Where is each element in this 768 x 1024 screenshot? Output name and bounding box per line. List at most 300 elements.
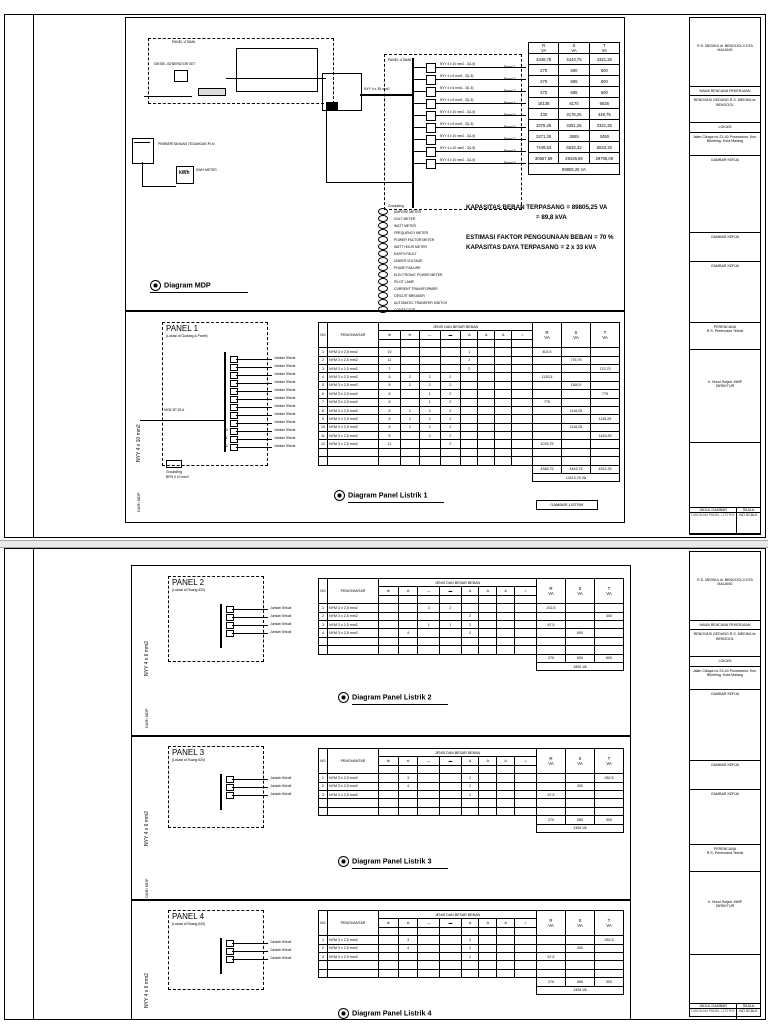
blank-cell: [595, 807, 624, 815]
row-conductor: NYM 3 x 2,5 mm2: [328, 364, 379, 372]
blank-cell: [328, 807, 379, 815]
row-empty: [512, 406, 533, 414]
panel2-load-table: [318, 578, 624, 671]
panel4-diagram-title: [338, 1008, 432, 1019]
legend-symbol-icon: [378, 243, 388, 250]
generator-top-label: PANEL UTAMA: [172, 40, 196, 44]
blank-cell: [512, 457, 533, 465]
table-total-row: [319, 978, 624, 986]
panel2-title-underline: [352, 704, 448, 705]
phase-unit: VA: [606, 923, 612, 929]
tb2-signer-name: Ir. Nurul Sutjati, MMP: [708, 899, 742, 904]
row-no: 8: [319, 406, 328, 414]
blank-cell: [440, 807, 462, 815]
col-conductor: PENGHANTAR: [328, 323, 379, 348]
legend-symbol-icon: [378, 264, 388, 271]
total-cell: 300: [595, 816, 624, 824]
mdp-value-cell: 6533,33: [589, 142, 619, 153]
mdp-head-row: [529, 43, 620, 54]
mdp-phase: S: [572, 43, 576, 48]
pln-diagonal: [134, 142, 150, 143]
mdp-value-cell: 3351,25: [559, 120, 589, 131]
mdp-value-cell: 4348,75: [529, 54, 559, 65]
row-no: 10: [319, 423, 328, 431]
table-row: [319, 398, 620, 406]
row-no: 2: [319, 356, 328, 364]
total-spacer: [319, 465, 533, 473]
table-blank-row: [319, 799, 624, 807]
row-no: 5: [319, 381, 328, 389]
panel1-ground-box: [166, 460, 182, 468]
branch-circuit: [220, 776, 300, 782]
tb2-head-title: JUDUL GAMBAR: [690, 1004, 737, 1008]
row-load-count: [400, 440, 419, 448]
blank-cell: [319, 646, 328, 654]
branch-circuit: [224, 428, 304, 434]
kwh-label: KWH METER: [196, 168, 217, 172]
row-load-count: [379, 944, 399, 952]
col-phase: [595, 579, 624, 604]
tb-head-scale: SKALA: [742, 507, 755, 512]
blank-cell: [537, 969, 566, 977]
legend-label: AMPERE METER: [394, 209, 422, 214]
total-cell: 600: [566, 654, 595, 662]
title-bullet-icon: [338, 856, 349, 867]
row-empty: [514, 604, 536, 612]
feeder-panel-label: Panel 1: [504, 65, 516, 69]
panel1-title-text: Diagram Panel Listrik 1: [348, 490, 428, 500]
row-no: 3: [319, 620, 328, 628]
col-phase: [595, 911, 624, 936]
table-row: [319, 620, 624, 628]
blank-cell: [461, 457, 478, 465]
mdp-value-cell: 865: [559, 76, 589, 87]
mdp-value-cell: 4321,25: [589, 54, 619, 65]
load-symbol-icon: ⊕: [379, 331, 401, 339]
branch-label: Jumlah Sirkuit: [274, 404, 296, 408]
row-phase-value: 775: [591, 390, 620, 398]
row-phase-value: [562, 415, 591, 423]
row-phase-value: [566, 936, 595, 944]
row-phase-value: 1160,5: [562, 381, 591, 389]
row-phase-value: [533, 406, 562, 414]
feeder-cable-label: NYY 4 x 10 mm2 - 3(1,5): [440, 146, 476, 150]
blank-cell: [514, 969, 536, 977]
panel3-title-text: Diagram Panel Listrik 3: [352, 856, 432, 866]
branch-wire: [236, 367, 272, 368]
tb2-signer-role: DIREKTUR: [715, 904, 735, 909]
branch-wire: [236, 407, 272, 408]
table-blank-row: [319, 969, 624, 977]
phase-letter: T: [607, 756, 611, 762]
grand-total-cell: 1305 VA: [537, 824, 624, 832]
feeder-branch: [412, 134, 526, 144]
row-no: 2: [319, 612, 328, 620]
row-conductor: NYM 3 x 2,5 mm2: [328, 348, 379, 356]
row-empty: [478, 440, 495, 448]
row-load-count: [461, 406, 478, 414]
load-symbol-icon: A: [461, 919, 479, 927]
row-phase-value: [562, 390, 591, 398]
row-phase-value: 1116,25: [562, 406, 591, 414]
row-empty: [512, 381, 533, 389]
blank-cell: [319, 637, 328, 645]
grand-total-cell: 13113,75 VA: [533, 474, 620, 482]
branch-circuit: [224, 380, 304, 386]
panel1-cable-label: NYY 4 x 10 mm2: [136, 424, 142, 462]
col-no: NO: [319, 749, 328, 774]
row-empty: [512, 415, 533, 423]
branch-label: Jumlah Sirkuit: [270, 622, 292, 626]
tb-designer-name: R.S. Perencana Teknik: [706, 329, 744, 334]
blank-cell: [595, 961, 624, 969]
blank-cell: [479, 646, 497, 654]
row-empty: [514, 620, 536, 628]
blank-cell: [440, 457, 461, 465]
row-conductor: NYM 3 x 2,5 mm2: [328, 944, 379, 952]
load-type-cell: [514, 595, 536, 603]
row-empty: [495, 432, 512, 440]
sheet-separator: [0, 540, 768, 548]
branch-circuit: [220, 630, 300, 636]
pln-drop: [142, 162, 143, 186]
row-load-count: 5: [379, 415, 401, 423]
tb2-sheet-label-3: GAMBAR KERJA: [690, 790, 760, 845]
tb-plan-label: NAMA RENCANA PEKERJAAN: [690, 87, 760, 96]
row-empty: [512, 348, 533, 356]
load-type-cell: [440, 927, 462, 935]
branch-no: 3: [220, 622, 222, 626]
kwh-meter-symbol: kWh: [179, 170, 190, 176]
load-type-cell: [379, 595, 399, 603]
mdp-unit: VA: [541, 48, 547, 53]
row-empty: [479, 774, 497, 782]
tb-signer-role: DIREKTUR: [715, 384, 735, 389]
feeder-panel-label: Panel 7: [504, 137, 516, 141]
row-load-count: [418, 944, 440, 952]
panel1-location: (Lokasi di Gudang & Panel): [166, 334, 208, 338]
row-phase-value: [595, 604, 624, 612]
mdp-phase: T: [603, 43, 606, 48]
panel1-load-table: [318, 322, 620, 482]
blank-cell: [379, 448, 401, 456]
phase-unit: VA: [577, 591, 583, 597]
branch-circuit: [220, 606, 300, 612]
tb-owner: R.S. MEDIKA dr. BENGOOL KOTA MALANG: [690, 18, 760, 87]
row-load-count: 1: [419, 398, 440, 406]
mdp-feeder-row: [529, 142, 620, 153]
blank-cell: [440, 637, 462, 645]
row-load-count: [461, 415, 478, 423]
mdp-value-cell: 3321,25: [589, 120, 619, 131]
generator-symbol: [174, 70, 188, 82]
phase-letter: R: [545, 330, 549, 336]
legend-symbol-icon: [378, 285, 388, 292]
blank-cell: [497, 646, 515, 654]
row-phase-value: [537, 944, 566, 952]
blank-cell: [591, 457, 620, 465]
row-load-count: 2: [461, 936, 479, 944]
table-head-row: [319, 749, 624, 757]
row-phase-value: [562, 398, 591, 406]
row-no: 4: [319, 629, 328, 637]
row-load-count: [461, 440, 478, 448]
branch-no: 11: [224, 436, 228, 440]
row-phase-value: [595, 629, 624, 637]
row-empty: [479, 936, 497, 944]
row-no: 3: [319, 790, 328, 798]
load-type-cell: [479, 595, 497, 603]
row-phase-value: 1076,75: [533, 440, 562, 448]
blank-cell: [595, 799, 624, 807]
row-empty: [495, 406, 512, 414]
row-empty: [497, 774, 515, 782]
feeder-panel-label: Panel 6: [504, 125, 516, 129]
load-type-cell: [419, 339, 440, 347]
branch-circuit: [224, 356, 304, 362]
load-type-cell: [497, 595, 515, 603]
generator-battery: [198, 88, 226, 96]
feeder-breaker-icon: [426, 111, 436, 121]
load-type-cell: [398, 765, 418, 773]
row-load-count: 2: [461, 356, 478, 364]
row-load-count: 4: [398, 629, 418, 637]
tb-designer-label: PERENCANA: [713, 324, 737, 329]
blank-cell: [328, 969, 379, 977]
row-load-count: 2: [461, 790, 479, 798]
panel2-name: PANEL 2: [172, 578, 205, 587]
row-load-count: 2: [461, 944, 479, 952]
row-phase-value: [591, 440, 620, 448]
branch-wire: [232, 609, 268, 610]
table-row: [319, 432, 620, 440]
legend-symbol-icon: [378, 278, 388, 285]
total-cell: 565: [566, 816, 595, 824]
row-load-count: 2: [461, 952, 479, 960]
panel3-title-underline: [352, 868, 448, 869]
row-phase-value: [533, 390, 562, 398]
row-conductor: NYM 3 x 2,5 mm2: [328, 373, 379, 381]
row-load-count: [400, 348, 419, 356]
legend-label: CURRENT TRANSFORMER: [394, 286, 438, 291]
total-cell: 300: [595, 978, 624, 986]
row-phase-value: [591, 398, 620, 406]
row-phase-value: [566, 604, 595, 612]
mdp-value-cell: 3176,25: [559, 109, 589, 120]
row-load-count: 3: [398, 774, 418, 782]
phase-unit: VA: [573, 335, 579, 341]
row-load-count: [440, 790, 462, 798]
panel1-feed: [140, 420, 224, 421]
table-row: [319, 415, 620, 423]
branch-label: Jumlah Sirkuit: [274, 388, 296, 392]
row-load-count: [461, 390, 478, 398]
row-load-count: [419, 348, 440, 356]
blank-cell: [497, 799, 515, 807]
load-symbol-icon: A: [479, 587, 497, 595]
panel2-location: (Lokasi di Ruang 620): [172, 588, 206, 592]
mdp-phase: R: [542, 43, 546, 48]
row-load-count: [379, 936, 399, 944]
row-empty: [512, 364, 533, 372]
branch-no: 9: [224, 420, 226, 424]
load-type-cell: [440, 595, 462, 603]
mdp-enclosure-label: PANEL UTAMA: [388, 58, 412, 62]
row-load-count: [379, 604, 399, 612]
load-symbol-icon: ▬: [440, 331, 461, 339]
load-type-cell: [418, 927, 440, 935]
branch-no: 1: [224, 356, 226, 360]
branch-label: Jumlah Sirkuit: [274, 444, 296, 448]
mdp-value-cell: 430: [529, 109, 559, 120]
load-type-cell: [497, 765, 515, 773]
row-phase-value: [595, 952, 624, 960]
blank-cell: [461, 448, 478, 456]
panel4-load-table: [318, 910, 624, 995]
mdp-value-cell: 7448,53: [529, 142, 559, 153]
branch-circuit: [224, 372, 304, 378]
branch-circuit: [220, 614, 300, 620]
row-load-count: [400, 364, 419, 372]
branch-circuit: [224, 404, 304, 410]
pln-label: PEMBERITAHUAN TEGANGAN PLN: [158, 142, 215, 146]
row-no: 3: [319, 952, 328, 960]
load-type-cell: [512, 339, 533, 347]
branch-label: Jumlah Sirkuit: [274, 428, 296, 432]
feeder-branch: [412, 146, 526, 156]
load-type-cell: [514, 927, 536, 935]
phase-unit: VA: [548, 761, 554, 767]
row-phase-value: [533, 364, 562, 372]
row-conductor: NYM 3 x 2,5 mm2: [328, 790, 379, 798]
blank-cell: [514, 646, 536, 654]
panel1-ground-cable: BPN 4 10 mm2: [166, 475, 189, 479]
legend-row: [378, 299, 447, 306]
blank-cell: [379, 969, 399, 977]
row-conductor: NYM 3 x 2,5 mm2: [328, 440, 379, 448]
legend-symbol-icon: [378, 257, 388, 264]
grand-spacer: [319, 824, 537, 832]
branch-no: 1: [220, 940, 222, 944]
blank-cell: [328, 637, 379, 645]
row-empty: [479, 944, 497, 952]
panel2-source-label: DARI MDP: [144, 708, 149, 728]
row-load-count: 5: [379, 381, 401, 389]
load-symbol-icon: ⏚: [512, 331, 533, 339]
mdp-grand-row: [529, 164, 620, 175]
blank-cell: [440, 799, 462, 807]
blank-cell: [479, 961, 497, 969]
feeder-panel-label: Panel 2: [504, 77, 516, 81]
tb2-designer-label: PERENCANA: [713, 846, 737, 851]
row-load-count: [461, 381, 478, 389]
table-row: [319, 423, 620, 431]
load-symbol-icon: —: [418, 587, 440, 595]
row-load-count: [440, 782, 462, 790]
blank-cell: [562, 448, 591, 456]
mdp-value-cell: 6626: [589, 98, 619, 109]
row-empty: [495, 364, 512, 372]
row-empty: [512, 398, 533, 406]
row-empty: [497, 629, 515, 637]
table-row: [319, 373, 620, 381]
legend-row: [378, 222, 447, 229]
row-load-count: [379, 782, 399, 790]
row-phase-value: 202,5: [537, 604, 566, 612]
grand-spacer: [319, 474, 533, 482]
row-load-count: 8: [379, 390, 401, 398]
row-conductor: NYM 3 x 2,5 mm2: [328, 936, 379, 944]
row-load-count: 2: [440, 423, 461, 431]
row-no: 1: [319, 604, 328, 612]
row-load-count: 2: [419, 415, 440, 423]
blank-cell: [328, 799, 379, 807]
row-load-count: [398, 952, 418, 960]
title-block-2: [689, 551, 761, 1017]
branch-label: Jumlah Sirkuit: [274, 396, 296, 400]
mdp-value-cell: 2471,25: [529, 131, 559, 142]
row-load-count: 2: [419, 406, 440, 414]
row-empty: [478, 364, 495, 372]
table-blank-row: [319, 961, 624, 969]
row-phase-value: 262,5: [595, 936, 624, 944]
tb2-blank: [690, 955, 760, 1004]
tb2-sheet-title: DIAGRAM PANEL LISTRIK: [690, 1009, 737, 1020]
branch-no: 8: [224, 412, 226, 416]
row-load-count: 1: [418, 620, 440, 628]
tb2-location-label: LOKASI: [690, 657, 760, 666]
row-conductor: NYM 3 x 2,5 mm2: [328, 398, 379, 406]
phase-letter: T: [607, 918, 611, 924]
table-grand-row: [319, 662, 624, 670]
row-load-count: 2: [440, 415, 461, 423]
branch-no: 12: [224, 444, 228, 448]
phase-letter: S: [574, 330, 578, 336]
row-load-count: [418, 936, 440, 944]
panel2-frame: [131, 565, 631, 737]
load-symbol-icon: ▬: [440, 587, 462, 595]
legend-label: POWER FACTOR METER: [394, 237, 435, 242]
row-empty: [478, 398, 495, 406]
legend-label: CONTACTOR: [394, 307, 416, 312]
row-no: 1: [319, 936, 328, 944]
phase-unit: VA: [577, 923, 583, 929]
load-symbol-icon: ⊖: [398, 587, 418, 595]
blank-cell: [595, 637, 624, 645]
legend-symbol-icon: [378, 292, 388, 299]
row-load-count: 2: [419, 381, 440, 389]
legend-symbol-icon: [378, 222, 388, 229]
load-symbol-icon: ⊕: [379, 757, 399, 765]
branch-circuit: [224, 436, 304, 442]
row-load-count: [398, 790, 418, 798]
row-load-count: 2: [440, 440, 461, 448]
mdp-value-cell: 6533,33: [559, 142, 589, 153]
blank-cell: [479, 969, 497, 977]
row-phase-value: 262,5: [595, 774, 624, 782]
total-cell: 600: [595, 654, 624, 662]
phase-unit: VA: [544, 335, 550, 341]
row-empty: [512, 440, 533, 448]
branch-label: Jumlah Sirkuit: [274, 372, 296, 376]
row-phase-value: 1116,25: [562, 423, 591, 431]
legend-label: PHASE FAILURE: [394, 265, 421, 270]
col-phase: [562, 323, 591, 348]
mdp-feeder-row: [529, 54, 620, 65]
table-blank-row: [319, 807, 624, 815]
col-phase: [595, 749, 624, 774]
row-phase-value: [591, 406, 620, 414]
